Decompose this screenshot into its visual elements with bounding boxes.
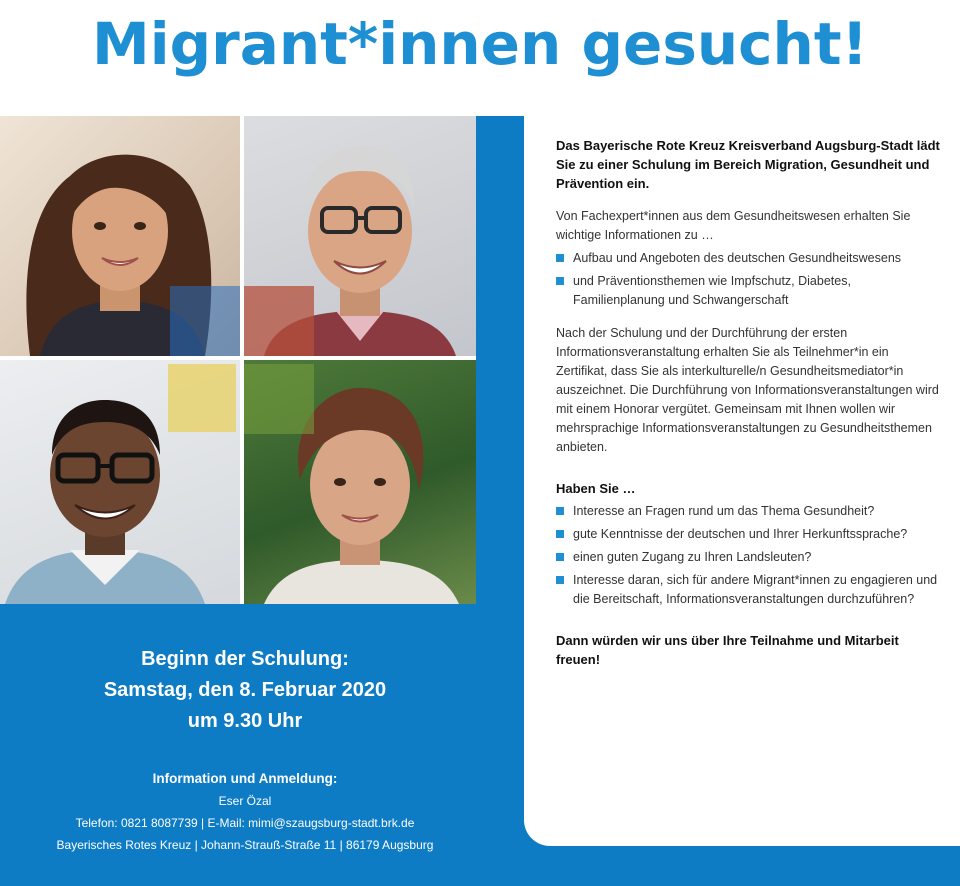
topics-list (556, 249, 940, 310)
blue-frame-right (476, 116, 524, 606)
list-item: gute Kenntnisse der deutschen und Ihrer Herkunftssprache? (556, 525, 940, 544)
list-item: Interesse an Fragen rund um das Thema Gesundheit? (556, 502, 940, 521)
list-item: und Präventionsthemen wie Impfschutz, Diabetes, Familienplanung und Schwangerschaft (556, 272, 940, 310)
bullet-square-icon (556, 576, 564, 584)
bullet-square-icon (556, 553, 564, 561)
decorative-square-yellow (168, 364, 236, 432)
requirements-list (556, 502, 940, 609)
start-date: Samstag, den 8. Februar 2020 (103, 679, 387, 701)
experts-text: Von Fachexpert*innen aus dem Gesundheitswesen erhalten Sie wichtige Informationen zu … (556, 209, 911, 242)
list-item: Aufbau und Angeboten des deutschen Gesundheitswesens (556, 249, 940, 268)
have-you-heading: Haben Sie … (556, 481, 636, 496)
start-time: um 9.30 Uhr (187, 710, 303, 732)
decorative-square-green (244, 364, 314, 434)
headline: Migrant*innen gesucht! (91, 10, 868, 78)
contact-address: Bayerisches Rotes Kreuz | Johann-Strauß-Straße 11 | 86179 Augsburg (56, 838, 434, 852)
intro-text: Das Bayerische Rote Kreuz Kreisverband Augsburg-Stadt lädt Sie zu einer Schulung im Bereich Migration, Gesundheit und Prävention ein. (556, 138, 940, 191)
bullet-square-icon (556, 530, 564, 538)
list-item: einen guten Zugang zu Ihren Landsleuten? (556, 548, 940, 567)
bullet-square-icon (556, 507, 564, 515)
decorative-square-red (244, 286, 314, 356)
contact-info (0, 768, 490, 856)
info-panel (524, 116, 960, 846)
decorative-square-blue (170, 286, 240, 356)
start-label: Beginn der Schulung: (141, 648, 349, 670)
contact-name: Eser Özal (218, 794, 272, 808)
contact-title: Information und Anmeldung: (152, 771, 338, 786)
bullet-square-icon (556, 254, 564, 262)
training-start (0, 644, 490, 737)
details-text: Nach der Schulung und der Durchführung der ersten Informationsveranstaltung erhalten Sie als Teilnehmer*in ein Zertifikat, dass Sie als interkulturelle/n Gesundheitsmediator*in auszeichnet. Die Durchführung von Informationsveranstaltungen wird mit einem Honorar vergütet. Gemeinsam mit Ihnen wollen wir mehrsprachige Informationsveranstaltungen zu Gesundheitsthemen anbieten. (556, 326, 939, 454)
list-item: Interesse daran, sich für andere Migrant*innen zu engagieren und die Bereitschaft, Informationsveranstaltungen durchzuführen? (556, 571, 940, 609)
bullet-square-icon (556, 277, 564, 285)
closing-text: Dann würden wir uns über Ihre Teilnahme und Mitarbeit freuen! (556, 633, 899, 667)
contact-phone-email: Telefon: 0821 8087739 | E-Mail: mimi@szaugsburg-stadt.brk.de (75, 816, 415, 830)
